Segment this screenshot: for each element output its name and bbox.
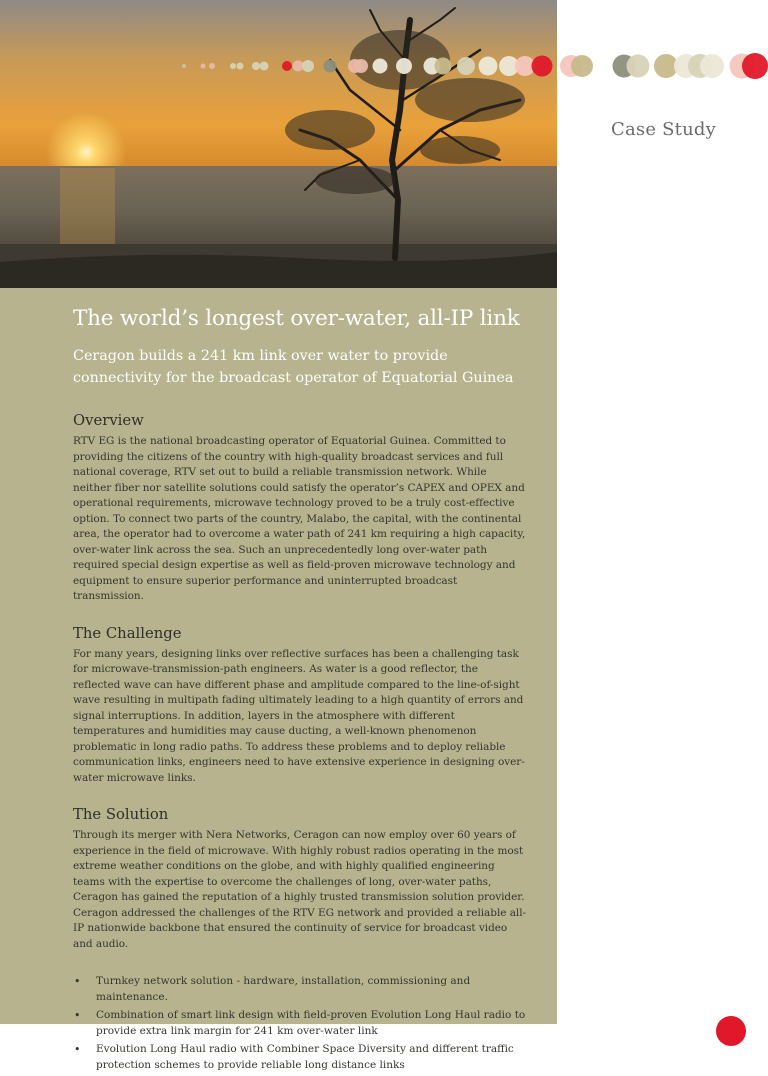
decorative-dot [674, 54, 698, 78]
section-body: RTV EG is the national broadcasting operator of Equatorial Guinea. Committed to providing the citizens of the country with high-quality broadcast services and full national coverage, RTV set out to build a reliable transmission network. While neither fiber nor satellite solutions could satisfy the operator’s CAPEX and OPEX and operational requirements, microwave technology proved to be a truly cost-effective option. To connect two parts of the country, Malabo, the capital, with the continental area, the operator had to overcome a water path of 241 km requiring a high capacity, over-water link across the sea. Such an unprecedentedly long over-water path required special design expertise as well as field-proven microwave technology and equipment to ensure superior performance and uninterrupted broadcast transmission. [73, 435, 526, 602]
subtitle: Ceragon builds a 241 km link over water to provide connectivity for the broadcast operator of Equatorial Guinea [73, 348, 514, 386]
decorative-dot [560, 55, 582, 77]
logo-mark-icon [716, 1016, 746, 1046]
section-challenge [73, 624, 528, 787]
section-solution [73, 805, 528, 952]
decorative-dot [700, 54, 724, 78]
list-item [73, 974, 528, 1005]
section-overview [73, 411, 528, 605]
section-body: For many years, designing links over reflective surfaces has been a challenging task for microwave-transmission-path engineers. As water is a good reflector, the reflected wave can have different phase and amplitude compared to the line-of-sight wave resulting in multipath fading ultimately leading to a high quantity of errors and signal interruptions. In addition, layers in the atmosphere with different temperatures and humidities may cause ducting, a well-known phenomenon problematic in long radio paths. To address these problems and to deploy reliable communication links, engineers need to have extensive experience in designing over-water microwave links. [73, 647, 525, 784]
decorative-dot [688, 54, 712, 78]
section-heading: The Solution [73, 806, 169, 823]
hero-image [0, 0, 557, 288]
decorative-dot [730, 54, 755, 79]
decorative-dot [742, 53, 768, 79]
bullet-icon: • [74, 1043, 81, 1056]
decorative-dot [654, 54, 678, 78]
page-title: The world’s longest over-water, all-IP link [73, 306, 520, 331]
bullet-icon: • [74, 1009, 81, 1022]
decorative-dot [571, 55, 593, 77]
section-heading: Overview [73, 412, 144, 429]
case-study-label: Case Study [611, 119, 716, 140]
list-item [73, 1042, 528, 1073]
main-content [73, 306, 528, 1076]
list-item-text: Evolution Long Haul radio with Combiner Space Diversity and different traffic protection schemes to provide reliable long distance links [96, 1043, 514, 1071]
decorative-dot [613, 55, 636, 78]
sunset-photo-icon [0, 0, 557, 288]
list-item-text: Turnkey network solution - hardware, installation, commissioning and maintenance. [96, 975, 471, 1003]
bullet-icon: • [74, 975, 81, 988]
section-body: Through its merger with Nera Networks, Ceragon can now employ over 60 years of experience in the field of microwave. With highly robust radios operating in the most extreme weather conditions on the globe, and with highly qualified engineering teams with the expertise to overcome the challenges of long, over-water paths, Ceragon has gained the reputation of a highly trusted transmission solution provider. Ceragon addressed the challenges of the RTV EG network and provided a reliable all-IP nationwide backbone that ensured the continuity of service for broadcast video and audio. [73, 829, 527, 950]
section-heading: The Challenge [73, 624, 182, 642]
list-item-text: Combination of smart link design with field-proven Evolution Long Haul radio to provide extra link margin for 241 km over-water link [96, 1009, 526, 1037]
decorative-dot [627, 55, 650, 78]
